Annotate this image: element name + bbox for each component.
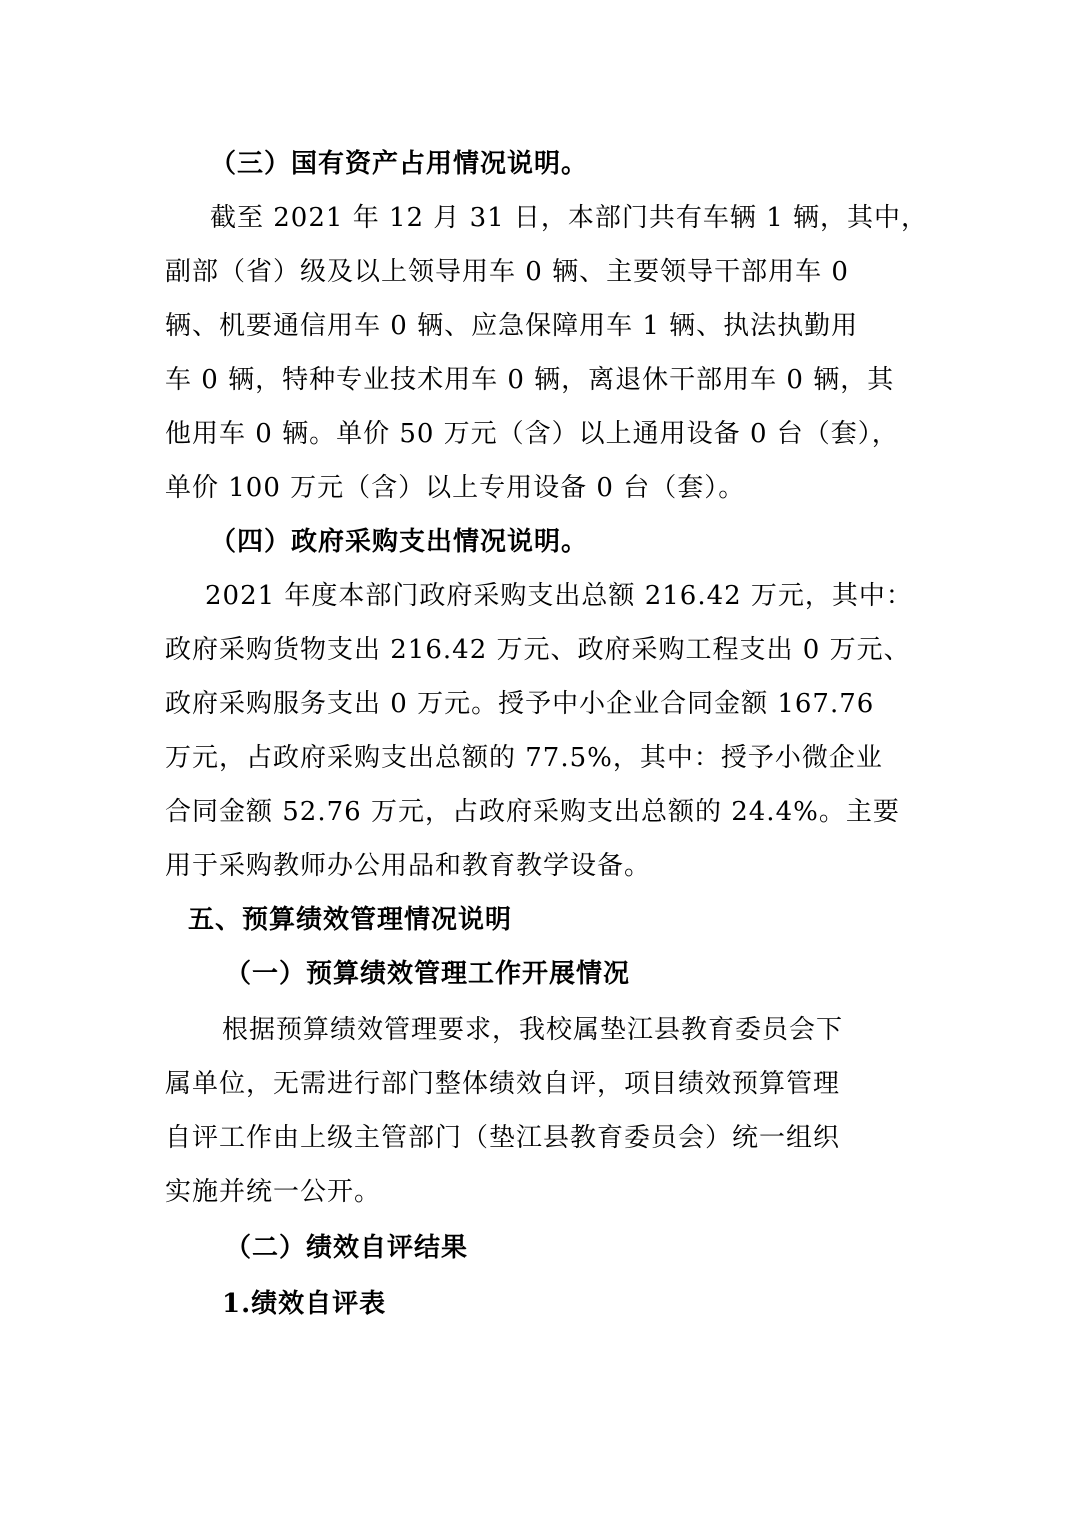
paragraph-line: 政府采购服务支出 0 万元。授予中小企业合同金额 167.76 <box>165 689 875 719</box>
section-heading-state-assets: （三）国有资产占用情况说明。 <box>210 149 589 179</box>
paragraph-line: 自评工作由上级主管部门（垫江县教育委员会）统一组织 <box>165 1123 841 1153</box>
paragraph-line: 根据预算绩效管理要求，我校属垫江县教育委员会下 <box>222 1015 844 1045</box>
paragraph-line: 辆、机要通信用车 0 辆、应急保障用车 1 辆、执法执勤用 <box>165 311 859 341</box>
paragraph-line: 属单位，无需进行部门整体绩效自评，项目绩效预算管理 <box>165 1069 841 1099</box>
paragraph-line: 车 0 辆，特种专业技术用车 0 辆，离退休干部用车 0 辆，其 <box>165 365 895 395</box>
section-heading-procurement: （四）政府采购支出情况说明。 <box>210 527 589 557</box>
paragraph-line: 万元，占政府采购支出总额的 77.5%，其中：授予小微企业 <box>165 743 883 773</box>
paragraph-line: 实施并统一公开。 <box>165 1177 382 1207</box>
section-heading-self-evaluation: （二）绩效自评结果 <box>225 1233 469 1263</box>
paragraph-line: 2021 年度本部门政府采购支出总额 216.42 万元，其中： <box>205 581 913 611</box>
chapter-heading-performance: 五、预算绩效管理情况说明 <box>188 905 513 935</box>
paragraph-line: 截至 2021 年 12 月 31 日，本部门共有车辆 1 辆，其中， <box>210 203 928 233</box>
paragraph-line: 合同金额 52.76 万元，占政府采购支出总额的 24.4%。主要 <box>165 797 900 827</box>
paragraph-line: 他用车 0 辆。单价 50 万元（含）以上通用设备 0 台（套）， <box>165 419 899 449</box>
section-heading-performance-work: （一）预算绩效管理工作开展情况 <box>225 959 631 989</box>
paragraph-line: 单价 100 万元（含）以上专用设备 0 台（套）。 <box>165 473 746 503</box>
paragraph-line: 政府采购货物支出 216.42 万元、政府采购工程支出 0 万元、 <box>165 635 911 665</box>
paragraph-line: 副部（省）级及以上领导用车 0 辆、主要领导干部用车 0 <box>165 257 849 287</box>
item-heading-self-evaluation-table: 1.绩效自评表 <box>222 1289 387 1319</box>
paragraph-line: 用于采购教师办公用品和教育教学设备。 <box>165 851 652 881</box>
